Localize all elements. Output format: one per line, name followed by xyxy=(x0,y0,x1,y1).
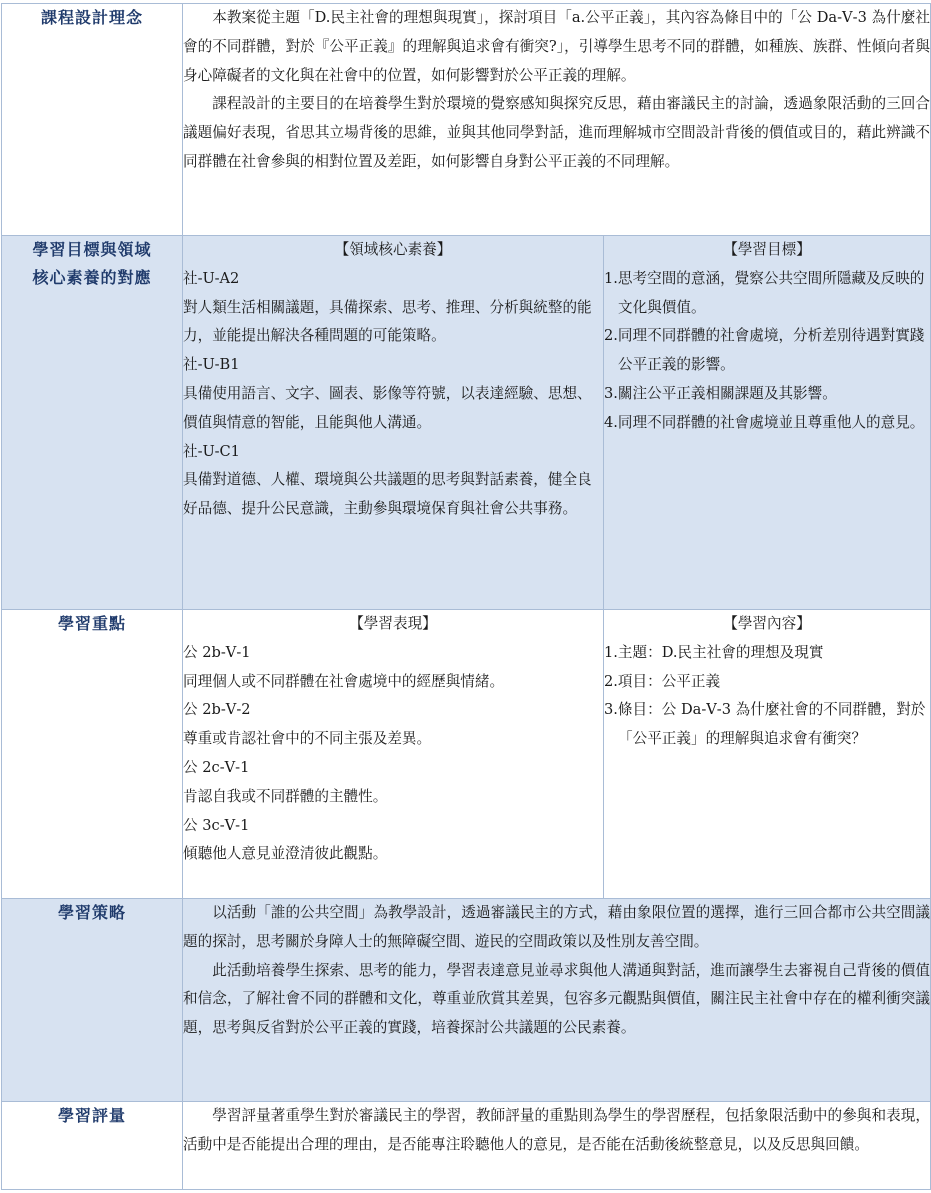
content-item-2: 2.項目：公平正義 xyxy=(604,672,721,690)
competency-code-1: 社-U-A2 xyxy=(183,269,240,287)
content-header: 【學習內容】 xyxy=(723,615,811,632)
performance-text-4: 傾聽他人意見並澄清彼此觀點。 xyxy=(183,845,388,863)
competency-text-3: 具備對道德、人權、環境與公共議題的思考與對話素養，健全良好品德、提升公民意識，主動參與環境保育與社會公共事務。 xyxy=(183,471,592,518)
learning-strategy-content xyxy=(183,899,931,1102)
performance-code-3: 公 2c-Ⅴ-1 xyxy=(183,758,250,776)
competency-text-2: 具備使用語言、文字、圖表、影像等符號，以表達經驗、思想、價值與情意的智能，且能與他人溝通。 xyxy=(183,384,592,431)
competency-code-3: 社-U-C1 xyxy=(183,442,240,460)
goal-item-1: 1.思考空間的意涵，覺察公共空間所隱藏及反映的文化與價值。 xyxy=(604,269,925,316)
content-item-3: 3.條目：公 Da-Ⅴ-3 為什麼社會的不同群體，對於「公平正義」的理解與追求會有衝突？ xyxy=(604,701,926,748)
concept-paragraph-2: 課程設計的主要目的在培養學生對於環境的覺察感知與探究反思，藉由審議民主的討論，透過象限活動的三回合議題偏好表現，省思其立場背後的思維，並與其他同學對話，進而理解城市空間設計背後的價值或目的，藉此辨識不同群體在社會參與的相對位置及差距，如何影響自身對公平正義的不同理解。 xyxy=(183,95,931,170)
goals-header: 【學習目標】 xyxy=(723,241,811,258)
label-learning-focus: 學習重點 xyxy=(2,610,183,899)
row-course-concept xyxy=(2,4,931,236)
competency-header: 【領域核心素養】 xyxy=(334,241,452,258)
performance-text-3: 肯認自我或不同群體的主體性。 xyxy=(183,787,388,805)
row-learning-assessment xyxy=(2,1102,931,1190)
learning-goals-cell xyxy=(604,236,931,610)
lesson-plan-table xyxy=(1,3,931,1190)
label-objectives-line1: 學習目標與領域 xyxy=(32,240,152,259)
strategy-paragraph-1: 以活動「誰的公共空間」為教學設計，透過審議民主的方式，藉由象限位置的選擇，進行三回合都市公共空間議題的探討，思考關於身障人士的無障礙空間、遊民的空間政策以及性別友善空間。 xyxy=(183,904,931,950)
row-objectives xyxy=(2,236,931,610)
learning-performance-cell xyxy=(183,610,604,899)
performance-text-2: 尊重或肯認社會中的不同主張及差異。 xyxy=(183,730,432,748)
performance-code-2: 公 2b-Ⅴ-2 xyxy=(183,701,251,719)
goals-list xyxy=(604,265,930,438)
course-concept-content xyxy=(183,4,931,236)
goal-item-3: 3.關注公平正義相關課題及其影響。 xyxy=(604,384,837,402)
assessment-paragraph-1: 學習評量著重學生對於審議民主的學習，教師評量的重點則為學生的學習歷程，包括象限活動中的參與和表現，活動中是否能提出合理的理由，是否能專注聆聽他人的意見，是否能在活動後統整意見，以及反思與回饋。 xyxy=(183,1107,931,1153)
row-learning-focus xyxy=(2,610,931,899)
competency-text-1: 對人類生活相關議題，具備探索、思考、推理、分析與統整的能力，並能提出解決各種問題的可能策略。 xyxy=(183,298,592,345)
performance-header: 【學習表現】 xyxy=(349,615,437,632)
content-list xyxy=(604,639,930,754)
label-objectives xyxy=(2,236,183,610)
goal-item-4: 4.同理不同群體的社會處境並且尊重他人的意見。 xyxy=(604,413,925,431)
competency-code-2: 社-U-B1 xyxy=(183,356,240,374)
label-learning-strategy: 學習策略 xyxy=(2,899,183,1102)
content-item-1: 1.主題：D.民主社會的理想及現實 xyxy=(604,643,824,661)
core-competencies-cell xyxy=(183,236,604,610)
performance-text-1: 同理個人或不同群體在社會處境中的經歷與情緒。 xyxy=(183,672,505,690)
label-objectives-line2: 核心素養的對應 xyxy=(32,268,152,287)
goal-item-2: 2.同理不同群體的社會處境，分析差別待遇對實踐公平正義的影響。 xyxy=(604,327,925,374)
performance-code-4: 公 3c-Ⅴ-1 xyxy=(183,816,250,834)
concept-paragraph-1: 本教案從主題「D.民主社會的理想與現實」，探討項目「a.公平正義」，其內容為條目中的「公 Da-Ⅴ-3 為什麼社會的不同群體，對於『公平正義』的理解與追求會有衝突?」，引導學生思考不同的群體，如種族、族群、性傾向者與身心障礙者的文化與在社會中的位置，如何影響對於公平正義的理解。 xyxy=(183,9,931,84)
learning-assessment-content xyxy=(183,1102,931,1190)
row-learning-strategy xyxy=(2,899,931,1102)
label-course-concept: 課程設計理念 xyxy=(2,4,183,236)
learning-content-cell xyxy=(604,610,931,899)
strategy-paragraph-2: 此活動培養學生探索、思考的能力，學習表達意見並尋求與他人溝通與對話，進而讓學生去審視自己背後的價值和信念，了解社會不同的群體和文化，尊重並欣賞其差異，包容多元觀點與價值，關注民主社會中存在的權利衝突議題，思考與反省對於公平正義的實踐，培養探討公共議題的公民素養。 xyxy=(183,961,931,1037)
label-learning-assessment: 學習評量 xyxy=(2,1102,183,1190)
performance-code-1: 公 2b-Ⅴ-1 xyxy=(183,643,251,661)
